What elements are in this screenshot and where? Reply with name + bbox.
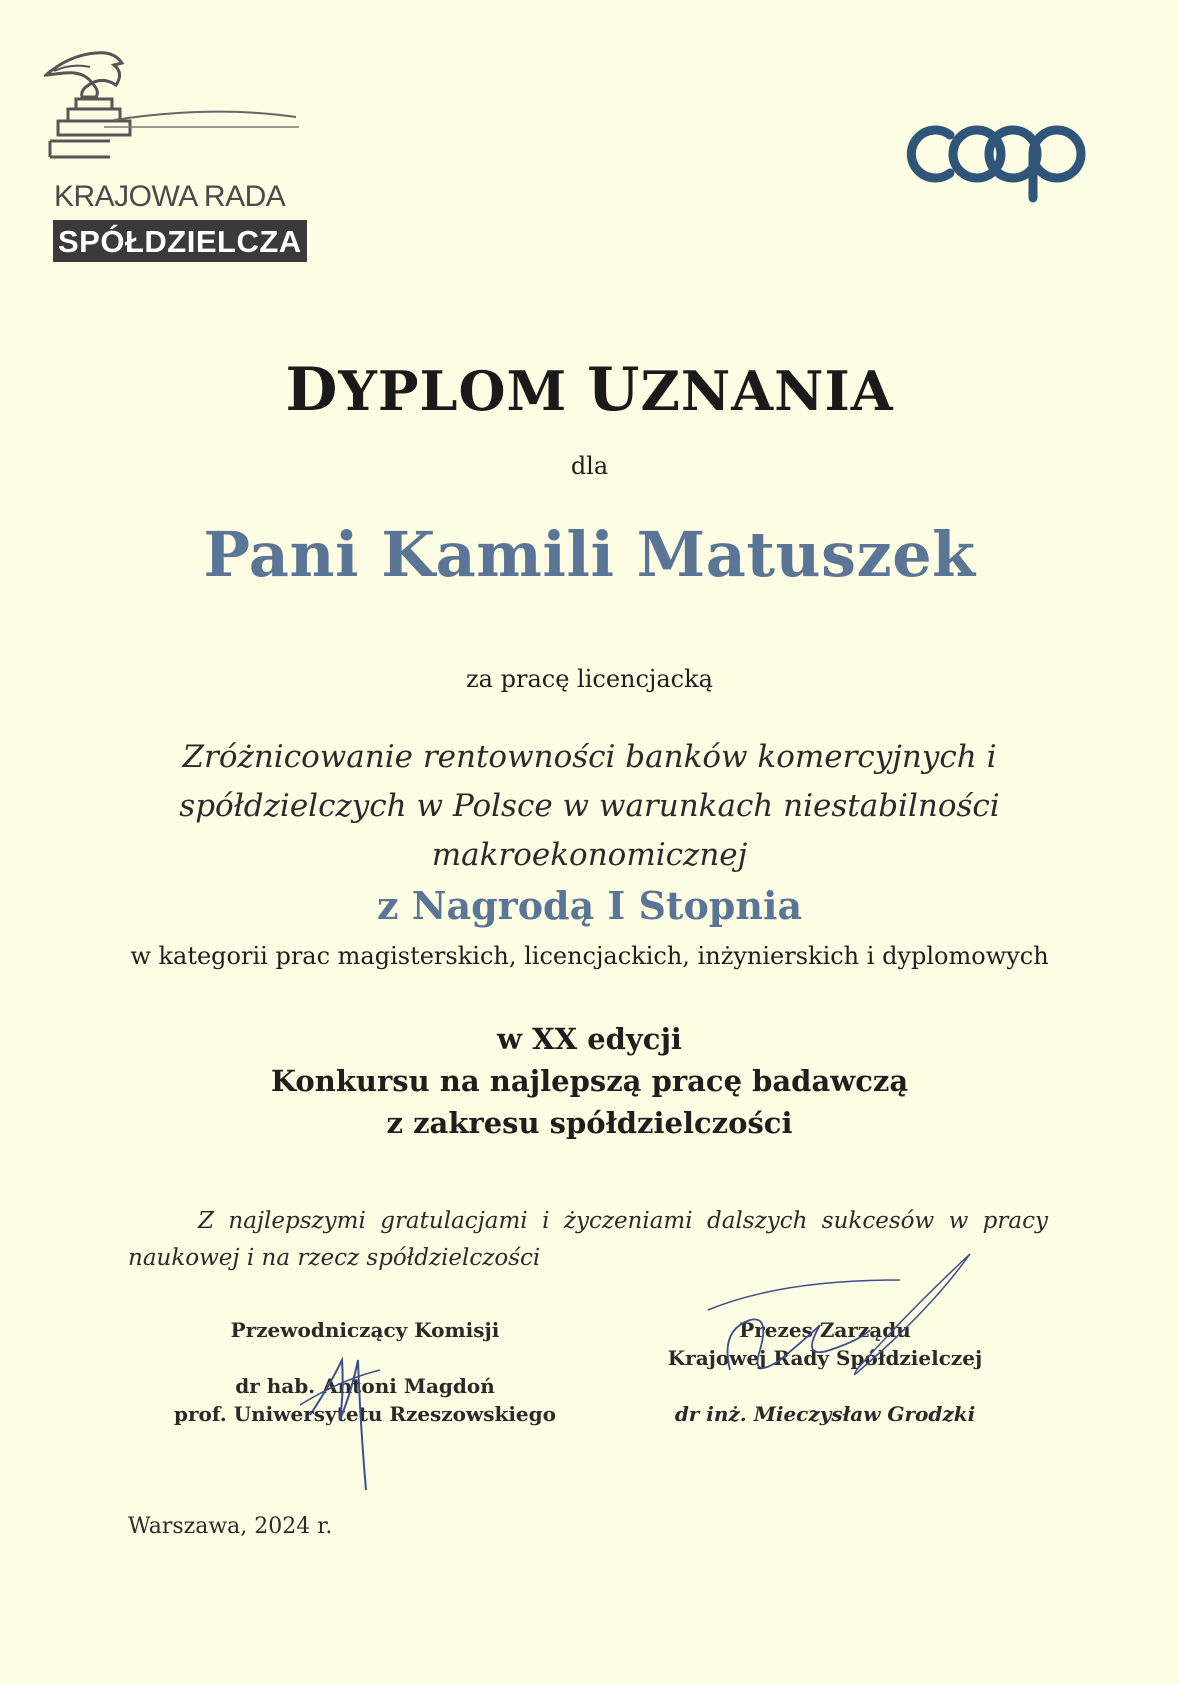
- krs-logo-line2: SPÓŁDZIELCZA: [53, 220, 307, 262]
- eagle-column-icon: [44, 45, 344, 180]
- krs-logo: [44, 45, 344, 260]
- handwritten-signature-right: [700, 1250, 980, 1410]
- krs-logo-line1: KRAJOWA RADA: [54, 180, 286, 213]
- thesis-line: makroekonomicznej: [431, 837, 748, 873]
- signatory-role-line1: Prezes Zarządu: [739, 1318, 911, 1342]
- edition-line: w XX edycji: [497, 1022, 682, 1056]
- edition-line: z zakresu spółdzielczości: [386, 1106, 793, 1140]
- title-part1: YPLOM: [338, 359, 588, 423]
- edition: [0, 1018, 1179, 1144]
- place-and-date: Warszawa, 2024 r.: [128, 1514, 333, 1539]
- title-part2: ZNANIA: [640, 359, 894, 423]
- title-second-letter: U: [587, 355, 641, 425]
- thesis-title: [0, 733, 1179, 880]
- for-label: dla: [570, 452, 609, 480]
- signatory-role: Przewodniczący Komisji: [230, 1318, 500, 1342]
- signatory-affiliation: prof. Uniwersytetu Rzeszowskiego: [174, 1402, 556, 1426]
- work-type: za pracę licencjacką: [466, 665, 713, 693]
- signatory-name: dr inż. Mieczysław Grodzki: [674, 1402, 976, 1426]
- thesis-line: Zróżnicowanie rentowności banków komercyjnych i: [182, 739, 997, 775]
- thesis-line: spółdzielczych w Polsce w warunkach niestabilności: [179, 788, 1000, 824]
- congratulations-line2: naukowej i na rzecz spółdzielczości: [128, 1245, 541, 1271]
- signatory-name: dr hab. Antoni Magdoń: [235, 1374, 495, 1398]
- recipient-name: Pani Kamili Matuszek: [203, 518, 976, 591]
- prize: z Nagrodą I Stopnia: [376, 883, 803, 928]
- category: w kategorii prac magisterskich, licencjackich, inżynierskich i dyplomowych: [130, 942, 1049, 970]
- congratulations-line1: Z najlepszymi gratulacjami i życzeniami dalszych sukcesów w pracy: [198, 1208, 1048, 1234]
- coop-logo: [905, 110, 1095, 205]
- signatory-role-line2: Krajowej Rady Spółdzielczej: [667, 1346, 983, 1370]
- edition-line: Konkursu na najlepszą pracę badawczą: [270, 1064, 909, 1098]
- diploma-title: [0, 355, 1179, 425]
- title-first-letter: D: [285, 355, 339, 425]
- handwritten-signature-left: [300, 1330, 420, 1500]
